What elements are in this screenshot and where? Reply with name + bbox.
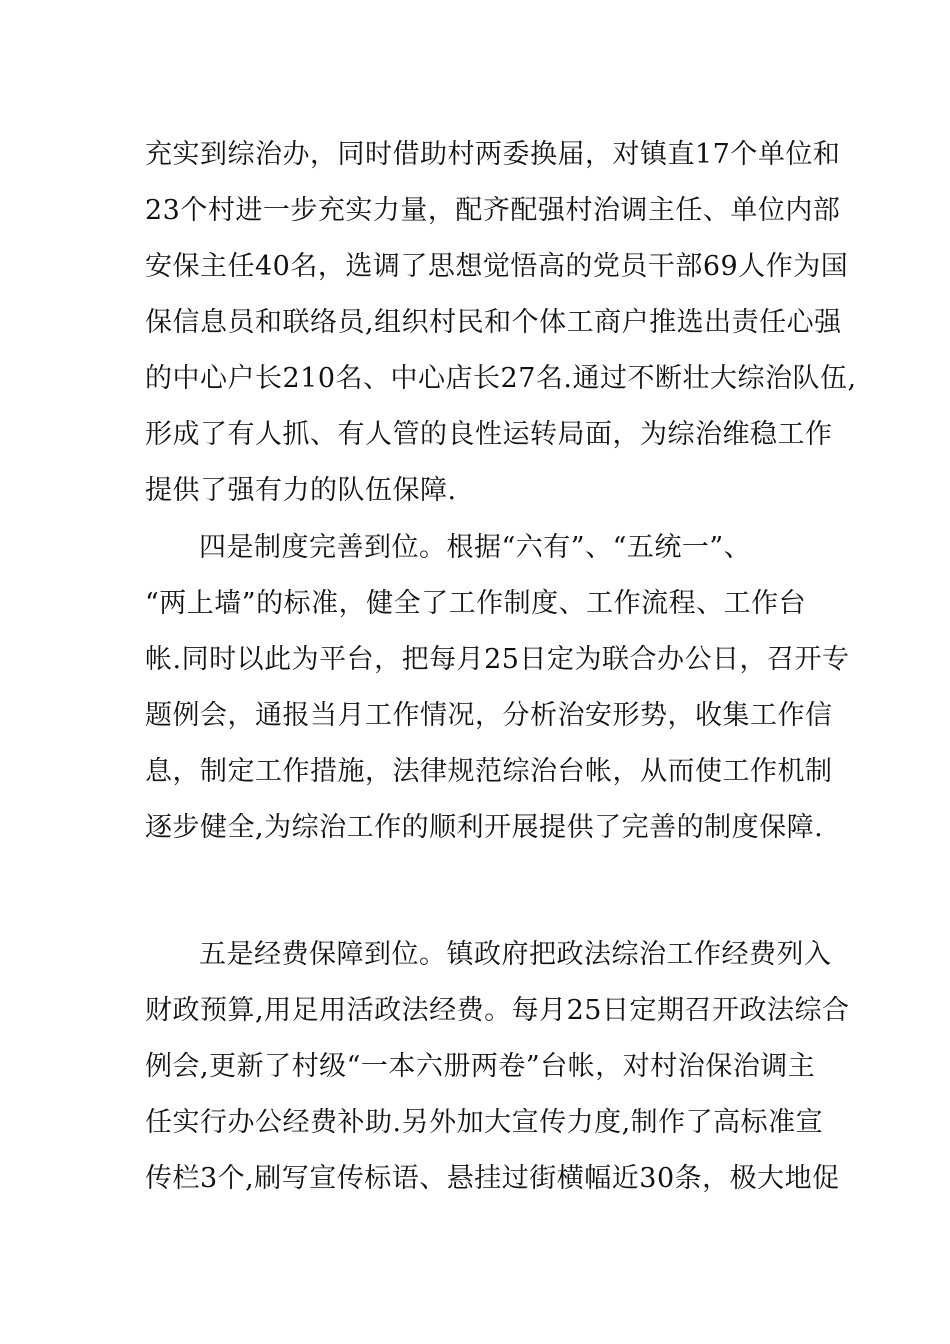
text-line: 四是制度完善到位。根据“六有”、“五统一”、 <box>199 532 752 563</box>
text-line: 息，制定工作措施，法律规范综治台帐，从而使工作机制 <box>145 756 833 787</box>
text-line: 五是经费保障到位。镇政府把政法综治工作经费列入 <box>199 939 832 970</box>
text-line: 提供了强有力的队伍保障. <box>145 475 457 506</box>
paragraph-system-improvement <box>145 520 850 856</box>
text-line: 财政预算,用足用活政法经费。每月25日定期召开政法综合 <box>145 995 850 1026</box>
text-line: 安保主任40名，选调了思想觉悟高的党员干部69人作为国 <box>145 251 849 282</box>
text-line: 充实到综治办，同时借助村两委换届，对镇直17个单位和 <box>145 139 841 170</box>
text-line: 保信息员和联络员,组织村民和个体工商户推选出责任心强 <box>145 307 842 338</box>
text-line: 形成了有人抓、有人管的良性运转局面，为综治维稳工作 <box>145 419 833 450</box>
text-line: 题例会，通报当月工作情况，分析治安形势，收集工作信 <box>145 700 833 731</box>
text-line: 例会,更新了村级“一本六册两卷”台帐，对村治保治调主 <box>145 1051 816 1082</box>
text-line: 的中心户长210名、中心店长27名.通过不断壮大综治队伍, <box>145 363 857 394</box>
text-line: 23个村进一步充实力量，配齐配强村治调主任、单位内部 <box>145 195 841 226</box>
paragraph-team-building <box>145 127 857 519</box>
text-line: 逐步健全,为综治工作的顺利开展提供了完善的制度保障. <box>145 812 824 843</box>
text-line: 任实行办公经费补助.另外加大宣传力度,制作了高标准宣 <box>145 1107 824 1138</box>
text-line: “两上墙”的标准，健全了工作制度、工作流程、工作台 <box>145 588 807 619</box>
text-line: 帐.同时以此为平台，把每月25日定为联合办公日，召开专 <box>145 644 850 675</box>
text-line: 传栏3个,刷写宣传标语、悬挂过街横幅近30条，极大地促 <box>145 1163 840 1194</box>
paragraph-funding-guarantee <box>145 927 850 1207</box>
